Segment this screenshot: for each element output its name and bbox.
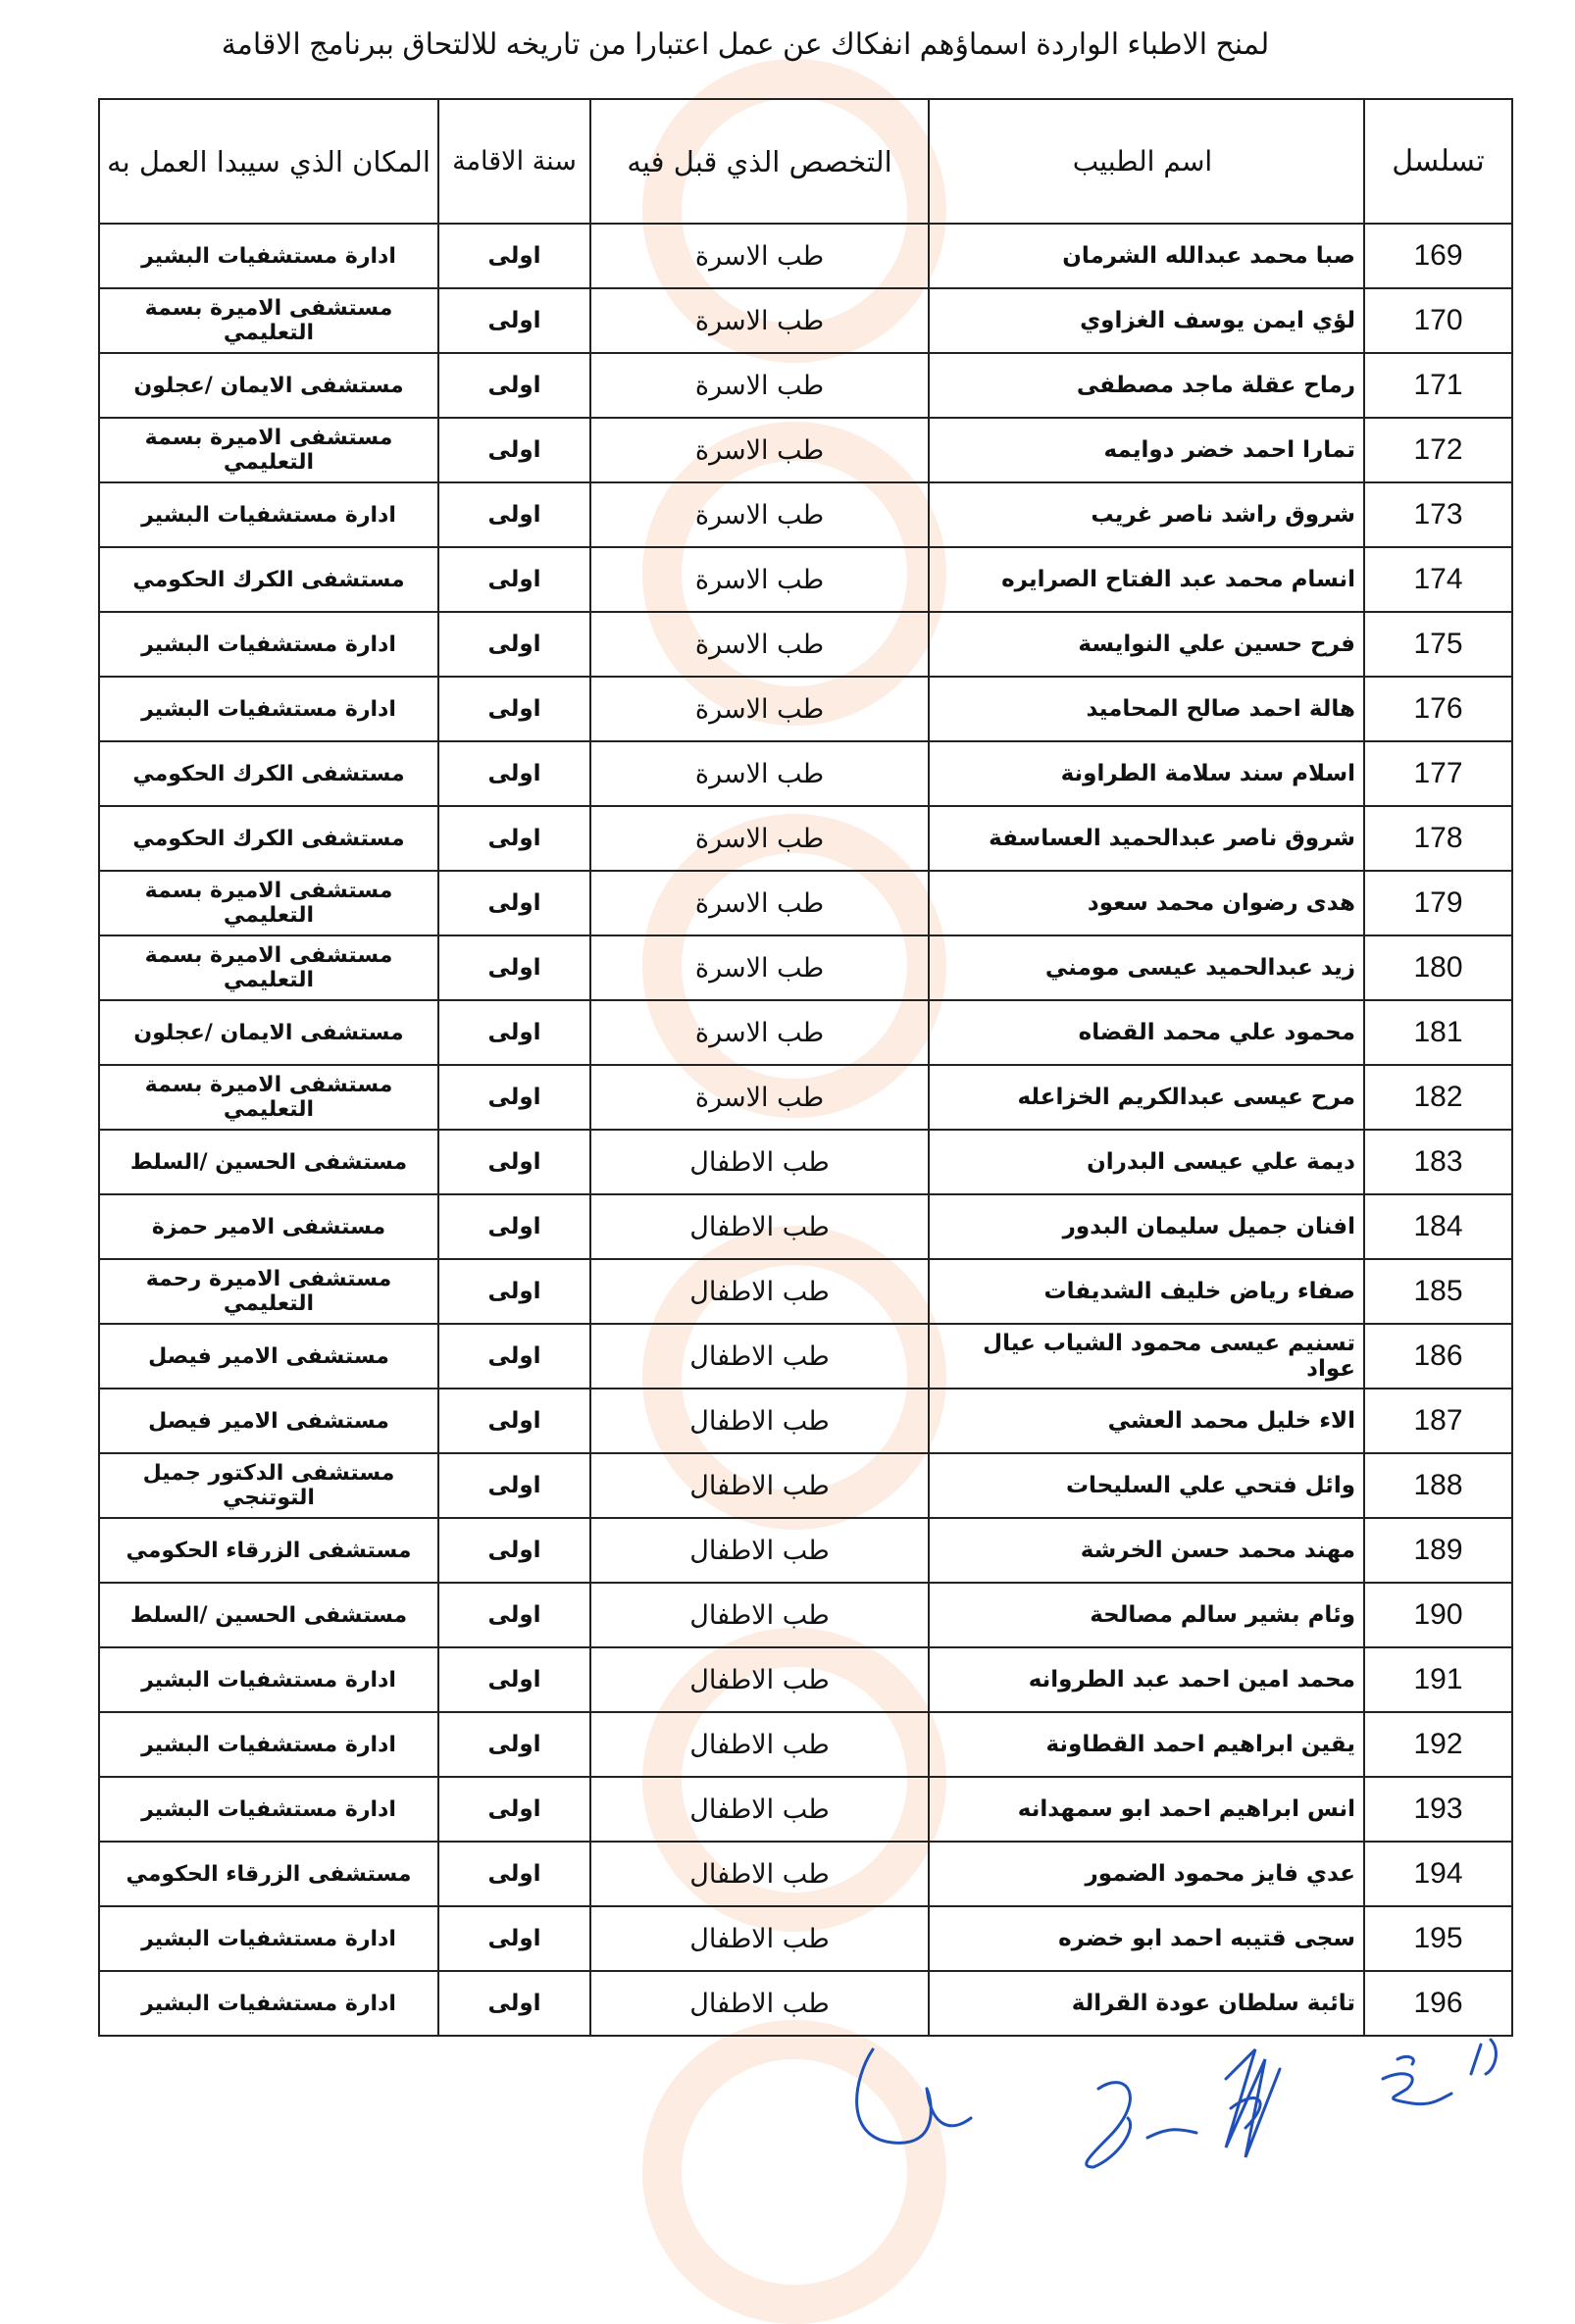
serial-cell: 177 (1364, 741, 1512, 806)
specialty-cell: طب الاسرة (590, 1065, 929, 1130)
signatures (834, 2020, 1520, 2187)
residency-year-cell: اولى (438, 482, 590, 547)
workplace-cell: مستشفى الاميرة بسمة التعليمي (99, 288, 438, 353)
table-row (99, 1518, 1512, 1583)
workplace-cell: ادارة مستشفيات البشير (99, 1906, 438, 1971)
table-row (99, 1389, 1512, 1453)
doctor-name-cell: مرح عيسى عبدالكريم الخزاعله (929, 1065, 1364, 1130)
table-row (99, 871, 1512, 935)
specialty-cell: طب الاطفال (590, 1389, 929, 1453)
serial-cell: 181 (1364, 1000, 1512, 1065)
serial-cell: 173 (1364, 482, 1512, 547)
serial-cell: 179 (1364, 871, 1512, 935)
specialty-cell: طب الاطفال (590, 1647, 929, 1712)
table-row (99, 1259, 1512, 1324)
residency-year-cell: اولى (438, 677, 590, 741)
table-row (99, 288, 1512, 353)
specialty-cell: طب الاطفال (590, 1194, 929, 1259)
signature-3 (1226, 2049, 1280, 2157)
doctor-name-cell: مهند محمد حسن الخرشة (929, 1518, 1364, 1583)
workplace-cell: ادارة مستشفيات البشير (99, 482, 438, 547)
table-row (99, 1842, 1512, 1906)
workplace-cell: مستشفى الامير فيصل (99, 1389, 438, 1453)
header-serial: تسلسل (1364, 99, 1512, 224)
serial-cell: 192 (1364, 1712, 1512, 1777)
residency-year-cell: اولى (438, 741, 590, 806)
document-title: لمنح الاطباء الواردة اسماؤهم انفكاك عن عمل اعتبارا من تاريخه للالتحاق ببرنامج الاقامة (221, 28, 1270, 61)
doctor-name-cell: صفاء رياض خليف الشديفات (929, 1259, 1364, 1324)
residency-year-cell: اولى (438, 1971, 590, 2036)
serial-cell: 180 (1364, 935, 1512, 1000)
residency-year-cell: اولى (438, 1777, 590, 1842)
table-row (99, 482, 1512, 547)
table-row (99, 1130, 1512, 1194)
residency-year-cell: اولى (438, 1324, 590, 1389)
doctor-name-cell: هالة احمد صالح المحاميد (929, 677, 1364, 741)
specialty-cell: طب الاطفال (590, 1130, 929, 1194)
table-row (99, 1194, 1512, 1259)
signature-4 (1383, 2057, 1451, 2104)
doctor-name-cell: محمد امين احمد عبد الطروانه (929, 1647, 1364, 1712)
specialty-cell: طب الاسرة (590, 482, 929, 547)
serial-cell: 190 (1364, 1583, 1512, 1647)
residency-year-cell: اولى (438, 1194, 590, 1259)
workplace-cell: مستشفى الاميرة بسمة التعليمي (99, 418, 438, 482)
specialty-cell: طب الاسرة (590, 1000, 929, 1065)
residency-year-cell: اولى (438, 1906, 590, 1971)
table-row (99, 1647, 1512, 1712)
table-row (99, 935, 1512, 1000)
table-row (99, 418, 1512, 482)
serial-cell: 175 (1364, 612, 1512, 677)
specialty-cell: طب الاسرة (590, 935, 929, 1000)
residency-year-cell: اولى (438, 1259, 590, 1324)
workplace-cell: ادارة مستشفيات البشير (99, 1777, 438, 1842)
doctor-name-cell: يقين ابراهيم احمد القطاونة (929, 1712, 1364, 1777)
specialty-cell: طب الاطفال (590, 1712, 929, 1777)
doctor-name-cell: تسنيم عيسى محمود الشياب عيال عواد (929, 1324, 1364, 1389)
workplace-cell: مستشفى الامير فيصل (99, 1324, 438, 1389)
serial-cell: 169 (1364, 224, 1512, 288)
doctor-name-cell: انسام محمد عبد الفتاح الصرايره (929, 547, 1364, 612)
specialty-cell: طب الاطفال (590, 1842, 929, 1906)
residency-year-cell: اولى (438, 1453, 590, 1518)
residency-year-cell: اولى (438, 871, 590, 935)
workplace-cell: مستشفى الاميرة رحمة التعليمي (99, 1259, 438, 1324)
doctor-name-cell: تمارا احمد خضر دوايمه (929, 418, 1364, 482)
workplace-cell: مستشفى الاميرة بسمة التعليمي (99, 871, 438, 935)
serial-cell: 182 (1364, 1065, 1512, 1130)
table-row (99, 1712, 1512, 1777)
table-row (99, 612, 1512, 677)
signature-1 (857, 2049, 971, 2143)
specialty-cell: طب الاسرة (590, 677, 929, 741)
workplace-cell: مستشفى الايمان /عجلون (99, 353, 438, 418)
residency-year-cell: اولى (438, 1647, 590, 1712)
workplace-cell: مستشفى الحسين /السلط (99, 1130, 438, 1194)
specialty-cell: طب الاسرة (590, 288, 929, 353)
doctor-name-cell: اسلام سند سلامة الطراونة (929, 741, 1364, 806)
serial-cell: 170 (1364, 288, 1512, 353)
residency-year-cell: اولى (438, 935, 590, 1000)
table-row (99, 224, 1512, 288)
table-row (99, 1065, 1512, 1130)
doctor-name-cell: لؤي ايمن يوسف الغزاوي (929, 288, 1364, 353)
table-row (99, 806, 1512, 871)
header-place: المكان الذي سيبدا العمل به (99, 99, 438, 224)
workplace-cell: مستشفى الايمان /عجلون (99, 1000, 438, 1065)
specialty-cell: طب الاطفال (590, 1518, 929, 1583)
workplace-cell: ادارة مستشفيات البشير (99, 1647, 438, 1712)
workplace-cell: مستشفى الكرك الحكومي (99, 806, 438, 871)
table-row (99, 547, 1512, 612)
table-row (99, 741, 1512, 806)
residency-year-cell: اولى (438, 288, 590, 353)
specialty-cell: طب الاطفال (590, 1324, 929, 1389)
serial-cell: 193 (1364, 1777, 1512, 1842)
doctor-name-cell: ديمة علي عيسى البدران (929, 1130, 1364, 1194)
specialty-cell: طب الاسرة (590, 741, 929, 806)
workplace-cell: مستشفى الكرك الحكومي (99, 741, 438, 806)
workplace-cell: مستشفى الحسين /السلط (99, 1583, 438, 1647)
doctor-name-cell: صبا محمد عبدالله الشرمان (929, 224, 1364, 288)
serial-cell: 183 (1364, 1130, 1512, 1194)
doctor-name-cell: رماح عقلة ماجد مصطفى (929, 353, 1364, 418)
workplace-cell: ادارة مستشفيات البشير (99, 1712, 438, 1777)
residency-year-cell: اولى (438, 1712, 590, 1777)
specialty-cell: طب الاسرة (590, 224, 929, 288)
workplace-cell: مستشفى الدكتور جميل التوتنجي (99, 1453, 438, 1518)
signature-2 (1087, 2083, 1196, 2167)
header-year: سنة الاقامة (438, 99, 590, 224)
specialty-cell: طب الاسرة (590, 418, 929, 482)
serial-cell: 172 (1364, 418, 1512, 482)
table-row (99, 1324, 1512, 1389)
specialty-cell: طب الاطفال (590, 1259, 929, 1324)
doctor-name-cell: تائبة سلطان عودة القرالة (929, 1971, 1364, 2036)
doctor-name-cell: سجى قتيبه احمد ابو خضره (929, 1906, 1364, 1971)
signature-5 (1471, 2040, 1496, 2074)
workplace-cell: مستشفى الزرقاء الحكومي (99, 1518, 438, 1583)
doctor-name-cell: الاء خليل محمد العشي (929, 1389, 1364, 1453)
residency-year-cell: اولى (438, 418, 590, 482)
table-row (99, 1000, 1512, 1065)
specialty-cell: طب الاسرة (590, 353, 929, 418)
residency-year-cell: اولى (438, 806, 590, 871)
doctor-name-cell: وائل فتحي علي السليحات (929, 1453, 1364, 1518)
table-row (99, 1777, 1512, 1842)
workplace-cell: ادارة مستشفيات البشير (99, 1971, 438, 2036)
doctor-name-cell: انس ابراهيم احمد ابو سمهدانه (929, 1777, 1364, 1842)
specialty-cell: طب الاطفال (590, 1583, 929, 1647)
serial-cell: 184 (1364, 1194, 1512, 1259)
serial-cell: 195 (1364, 1906, 1512, 1971)
residency-year-cell: اولى (438, 353, 590, 418)
residency-year-cell: اولى (438, 612, 590, 677)
table-row (99, 1453, 1512, 1518)
table-row (99, 353, 1512, 418)
serial-cell: 188 (1364, 1453, 1512, 1518)
workplace-cell: ادارة مستشفيات البشير (99, 677, 438, 741)
residency-year-cell: اولى (438, 1000, 590, 1065)
workplace-cell: مستشفى الاميرة بسمة التعليمي (99, 935, 438, 1000)
workplace-cell: مستشفى الزرقاء الحكومي (99, 1842, 438, 1906)
doctor-name-cell: افنان جميل سليمان البدور (929, 1194, 1364, 1259)
residency-year-cell: اولى (438, 1518, 590, 1583)
serial-cell: 191 (1364, 1647, 1512, 1712)
doctor-name-cell: شروق راشد ناصر غريب (929, 482, 1364, 547)
specialty-cell: طب الاطفال (590, 1971, 929, 2036)
doctor-name-cell: وئام بشير سالم مصالحة (929, 1583, 1364, 1647)
workplace-cell: مستشفى الامير حمزة (99, 1194, 438, 1259)
specialty-cell: طب الاسرة (590, 547, 929, 612)
doctor-name-cell: عدي فايز محمود الضمور (929, 1842, 1364, 1906)
workplace-cell: مستشفى الكرك الحكومي (99, 547, 438, 612)
header-specialty: التخصص الذي قبل فيه (590, 99, 929, 224)
doctor-name-cell: فرح حسين علي النوايسة (929, 612, 1364, 677)
serial-cell: 174 (1364, 547, 1512, 612)
residency-year-cell: اولى (438, 1389, 590, 1453)
header-name: اسم الطبيب (929, 99, 1364, 224)
serial-cell: 194 (1364, 1842, 1512, 1906)
residency-year-cell: اولى (438, 1130, 590, 1194)
residency-year-cell: اولى (438, 1065, 590, 1130)
workplace-cell: مستشفى الاميرة بسمة التعليمي (99, 1065, 438, 1130)
residency-year-cell: اولى (438, 1842, 590, 1906)
specialty-cell: طب الاطفال (590, 1453, 929, 1518)
table-row (99, 1583, 1512, 1647)
specialty-cell: طب الاسرة (590, 612, 929, 677)
serial-cell: 185 (1364, 1259, 1512, 1324)
serial-cell: 171 (1364, 353, 1512, 418)
specialty-cell: طب الاسرة (590, 806, 929, 871)
serial-cell: 176 (1364, 677, 1512, 741)
specialty-cell: طب الاطفال (590, 1906, 929, 1971)
table-header-row (99, 99, 1512, 224)
doctor-name-cell: محمود علي محمد القضاه (929, 1000, 1364, 1065)
serial-cell: 178 (1364, 806, 1512, 871)
table-row (99, 677, 1512, 741)
workplace-cell: ادارة مستشفيات البشير (99, 612, 438, 677)
workplace-cell: ادارة مستشفيات البشير (99, 224, 438, 288)
residency-year-cell: اولى (438, 547, 590, 612)
serial-cell: 186 (1364, 1324, 1512, 1389)
specialty-cell: طب الاسرة (590, 871, 929, 935)
serial-cell: 196 (1364, 1971, 1512, 2036)
residency-year-cell: اولى (438, 1583, 590, 1647)
table-row (99, 1906, 1512, 1971)
serial-cell: 189 (1364, 1518, 1512, 1583)
specialty-cell: طب الاطفال (590, 1777, 929, 1842)
doctor-name-cell: زيد عبدالحميد عيسى مومني (929, 935, 1364, 1000)
residency-year-cell: اولى (438, 224, 590, 288)
doctor-name-cell: هدى رضوان محمد سعود (929, 871, 1364, 935)
serial-cell: 187 (1364, 1389, 1512, 1453)
doctors-table (98, 98, 1513, 2037)
doctor-name-cell: شروق ناصر عبدالحميد العساسفة (929, 806, 1364, 871)
